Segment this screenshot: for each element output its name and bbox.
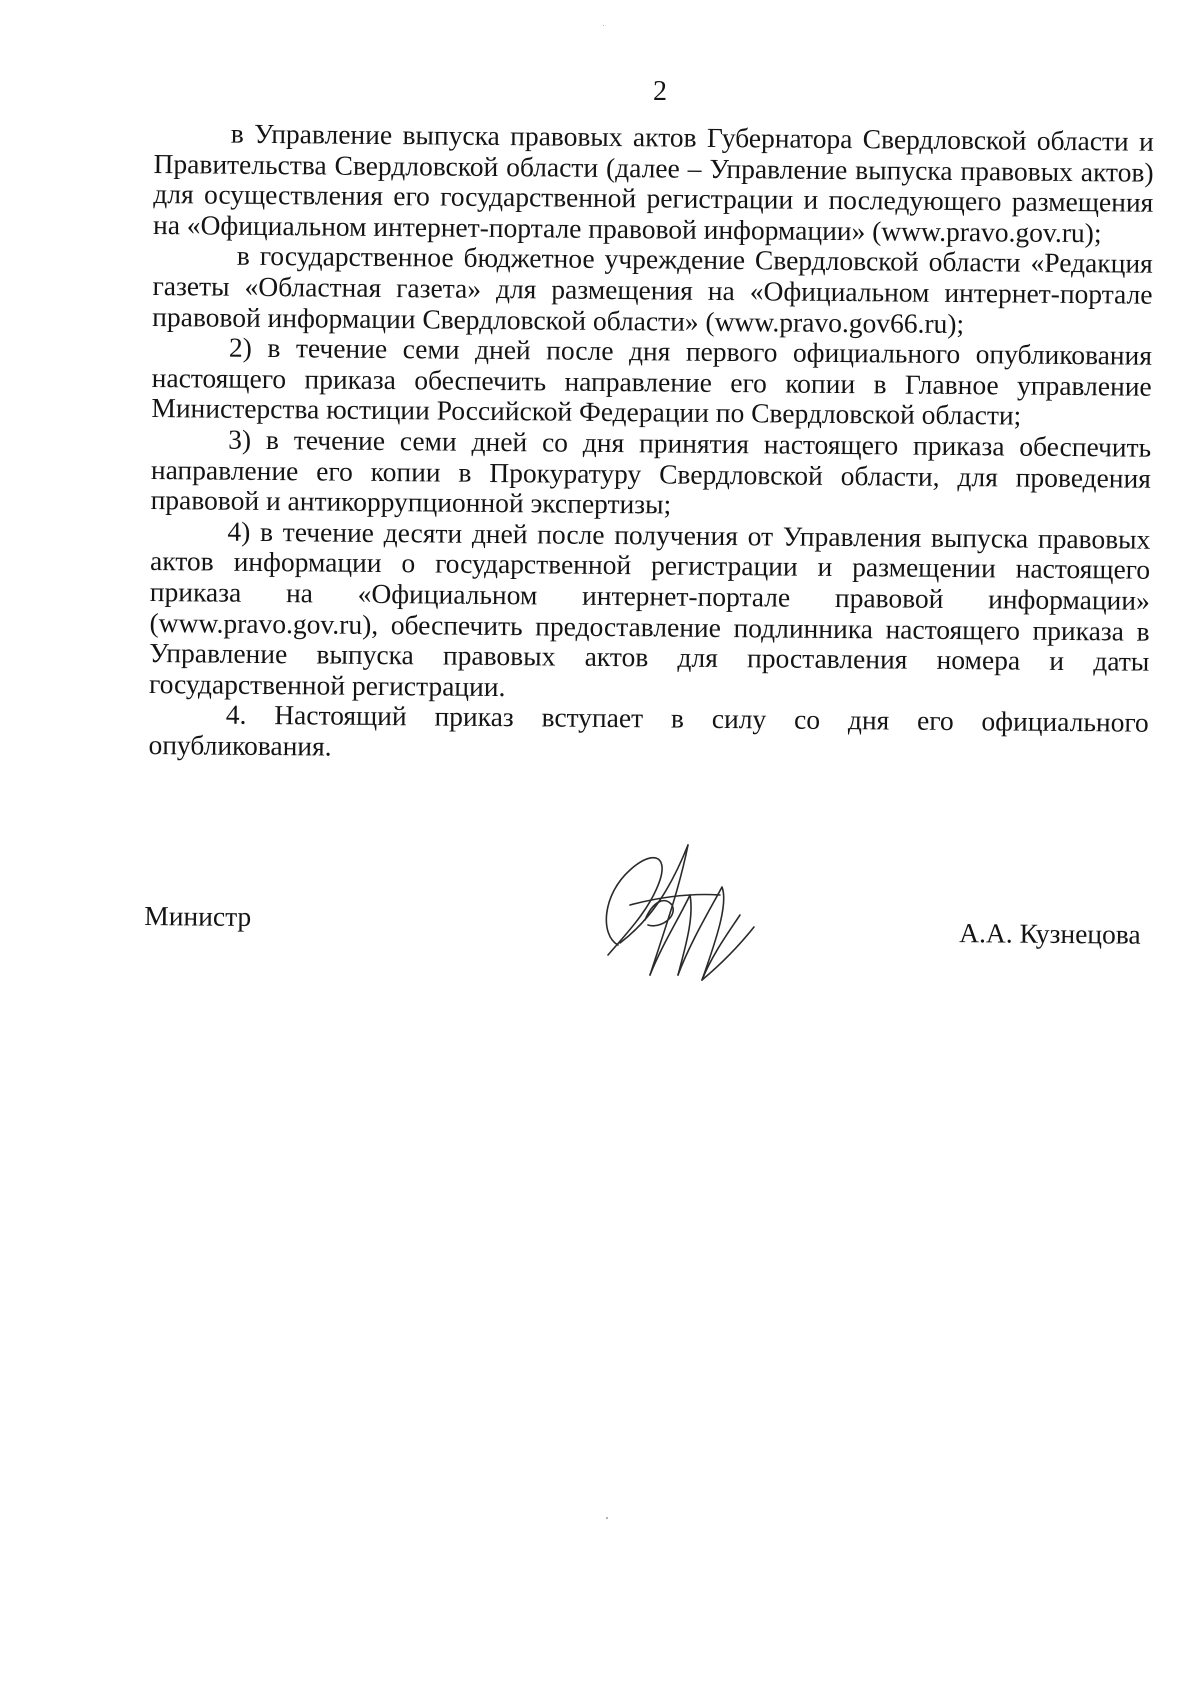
page-number: 2 bbox=[653, 76, 667, 107]
scan-speck bbox=[603, 25, 604, 26]
paragraph-item-4: 4) в течение десяти дней после получения от Управления выпуска правовых актов информации о государственной регистрации и размещении настоящего приказа на «Официальном интернет-портале правовой информации» (www.pravo.gov.ru), обеспечить предоставление подлинника настоящего приказа в Управление выпуска правовых актов для проставления номера и даты государственной регистрации. bbox=[148, 515, 1151, 702]
handwritten-signature bbox=[590, 825, 770, 1005]
paragraph-submission-legal-acts-office: в Управление выпуска правовых актов Губернатора Свердловской области и Правительства Свердловской области (далее – Управление выпуска правовых актов) для осуществления его государственной регистрации и последующего размещения на «Официальном интернет-портале правовой информации» (www.pravo.gov.ru); bbox=[152, 117, 1154, 249]
paragraph-clause-4: 4. Настоящий приказ вступает в силу со дня его официального опубликования. bbox=[148, 698, 1149, 762]
paragraph-submission-regional-gazette: в государственное бюджетное учреждение Свердловской области «Редакция газеты «Областная газета» для размещения на «Официальном интернет-портале правовой информации Свердловской области» (www.pravo.gov66.ru); bbox=[152, 240, 1153, 339]
signatory-role: Министр bbox=[144, 899, 252, 932]
scan-speck bbox=[606, 1517, 608, 1519]
paragraph-item-3: 3) в течение семи дней со дня принятия настоящего приказа обеспечить направление его копии в Прокуратуру Свердловской области, для проведения правовой и антикоррупционной экспертизы; bbox=[150, 423, 1152, 520]
document-body bbox=[148, 118, 1154, 769]
signatory-name: А.А. Кузнецова bbox=[959, 917, 1141, 950]
paragraph-item-2: 2) в течение семи дней после дня первого официального опубликования настоящего приказа обеспечить направление его копии в Главное управление Министерства юстиции Российской Федерации по Свердловской области; bbox=[151, 331, 1153, 431]
